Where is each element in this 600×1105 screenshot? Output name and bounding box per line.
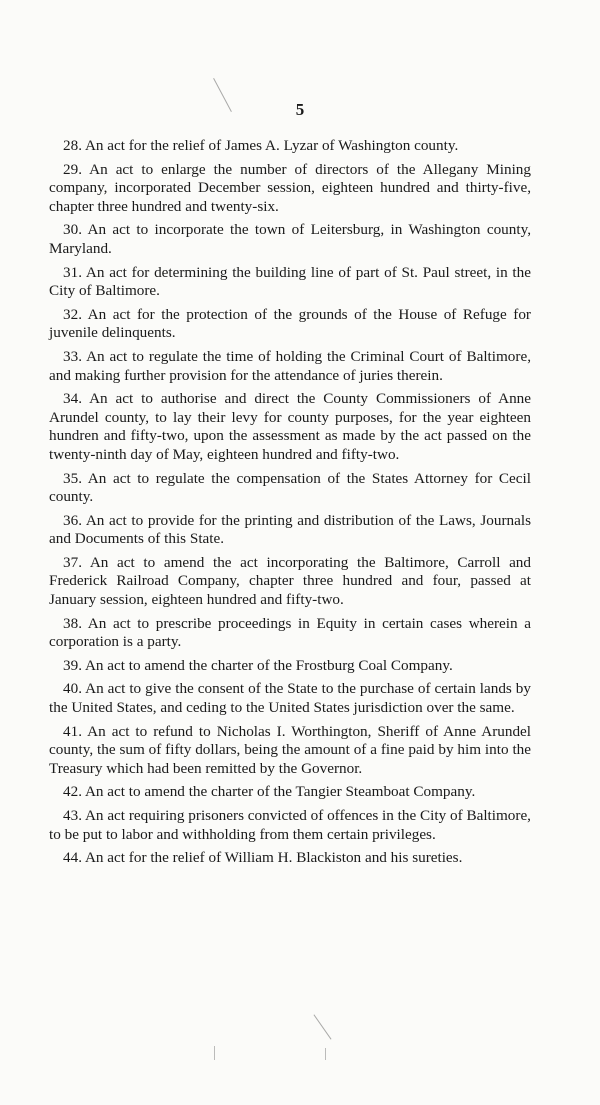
act-text: An act to provide for the printing and distribution of the Laws, Journals and Documents of this State. — [49, 511, 531, 548]
act-entry-34 — [49, 390, 531, 464]
act-entry-39 — [49, 657, 531, 676]
act-text: An act for the relief of James A. Lyzar of Washington county. — [84, 137, 459, 154]
act-text: An act to enlarge the number of directors of the Allegany Mining company, incorporated December session, eighteen hundred and thirty-five, chapter three hundred and twenty-six. — [49, 160, 531, 215]
act-text: An act to regulate the time of holding the Criminal Court of Baltimore, and making further provision for the attendance of juries therein. — [49, 347, 531, 384]
act-number: 35. — [63, 469, 82, 487]
act-text: An act to give the consent of the State to the purchase of certain lands by the United States, and ceding to the United States jurisdiction over the same. — [49, 680, 531, 717]
act-text: An act to regulate the compensation of the States Attorney for Cecil county. — [49, 469, 531, 506]
act-number: 44. — [63, 849, 82, 867]
act-text: An act to amend the charter of the Tangier Steamboat Company. — [84, 783, 476, 801]
scan-mark-bottom — [313, 1014, 331, 1039]
act-number: 32. — [63, 305, 82, 323]
act-entry-29 — [49, 161, 531, 217]
act-entry-44 — [49, 849, 531, 868]
act-entry-36 — [49, 512, 531, 549]
act-number: 38. — [63, 614, 82, 632]
act-number: 36. — [63, 511, 82, 529]
act-text: An act for determining the building line of part of St. Paul street, in the City of Baltimore. — [49, 263, 531, 300]
act-text: An act requiring prisoners convicted of offences in the City of Baltimore, to be put to labor and withholding from them certain privileges. — [49, 807, 531, 843]
act-text: An act for the relief of William H. Blackiston and his sureties. — [84, 849, 463, 867]
act-number: 30. — [63, 221, 82, 239]
scan-mark-bottom-right — [325, 1048, 326, 1060]
act-number: 37. — [63, 553, 82, 571]
act-entry-40 — [49, 680, 531, 717]
act-number: 41. — [63, 722, 82, 740]
act-entry-41 — [49, 723, 531, 779]
act-text: An act to prescribe proceedings in Equity in certain cases wherein a corporation is a party. — [49, 614, 531, 651]
act-entry-42 — [49, 783, 531, 802]
act-number: 34. — [63, 390, 82, 408]
act-text: An act for the protection of the grounds of the House of Refuge for juvenile delinquents. — [49, 305, 531, 342]
act-number: 28. — [63, 137, 82, 154]
act-number: 33. — [63, 347, 82, 365]
act-number: 42. — [63, 783, 82, 801]
act-text: An act to refund to Nicholas I. Worthington, Sheriff of Anne Arundel county, the sum of fifty dollars, being the amount of a fine paid by him into the Treasury which had been remitted by the Governor. — [49, 722, 531, 777]
act-number: 31. — [63, 263, 82, 281]
act-entry-30 — [49, 221, 531, 258]
act-entry-31 — [49, 264, 531, 301]
act-entry-37 — [49, 554, 531, 610]
act-entry-43 — [49, 807, 531, 844]
act-entry-28 — [49, 137, 531, 156]
act-text: An act to amend the act incorporating the Baltimore, Carroll and Frederick Railroad Company, chapter three hundred and four, passed at January session, eighteen hundred and fifty-two. — [49, 553, 531, 609]
act-text: An act to authorise and direct the County Commissioners of Anne Arundel county, to lay their levy for county purposes, for the year eighteen hundren and fifty-two, upon the assessment as made by the act passed on the twenty-ninth day of May, eighteen hundred and fifty-two. — [49, 390, 531, 463]
act-number: 43. — [63, 807, 82, 824]
acts-list — [49, 137, 531, 873]
act-text: An act to incorporate the town of Leitersburg, in Washington county, Maryland. — [49, 221, 531, 257]
act-entry-38 — [49, 615, 531, 652]
act-entry-32 — [49, 306, 531, 343]
act-number: 40. — [63, 680, 82, 698]
act-entry-33 — [49, 348, 531, 385]
act-number: 39. — [63, 656, 82, 674]
act-text: An act to amend the charter of the Frostburg Coal Company. — [84, 656, 453, 674]
act-number: 29. — [63, 160, 82, 178]
page-number: 5 — [295, 100, 305, 119]
act-entry-35 — [49, 470, 531, 507]
scan-mark-bottom-left — [214, 1046, 215, 1060]
